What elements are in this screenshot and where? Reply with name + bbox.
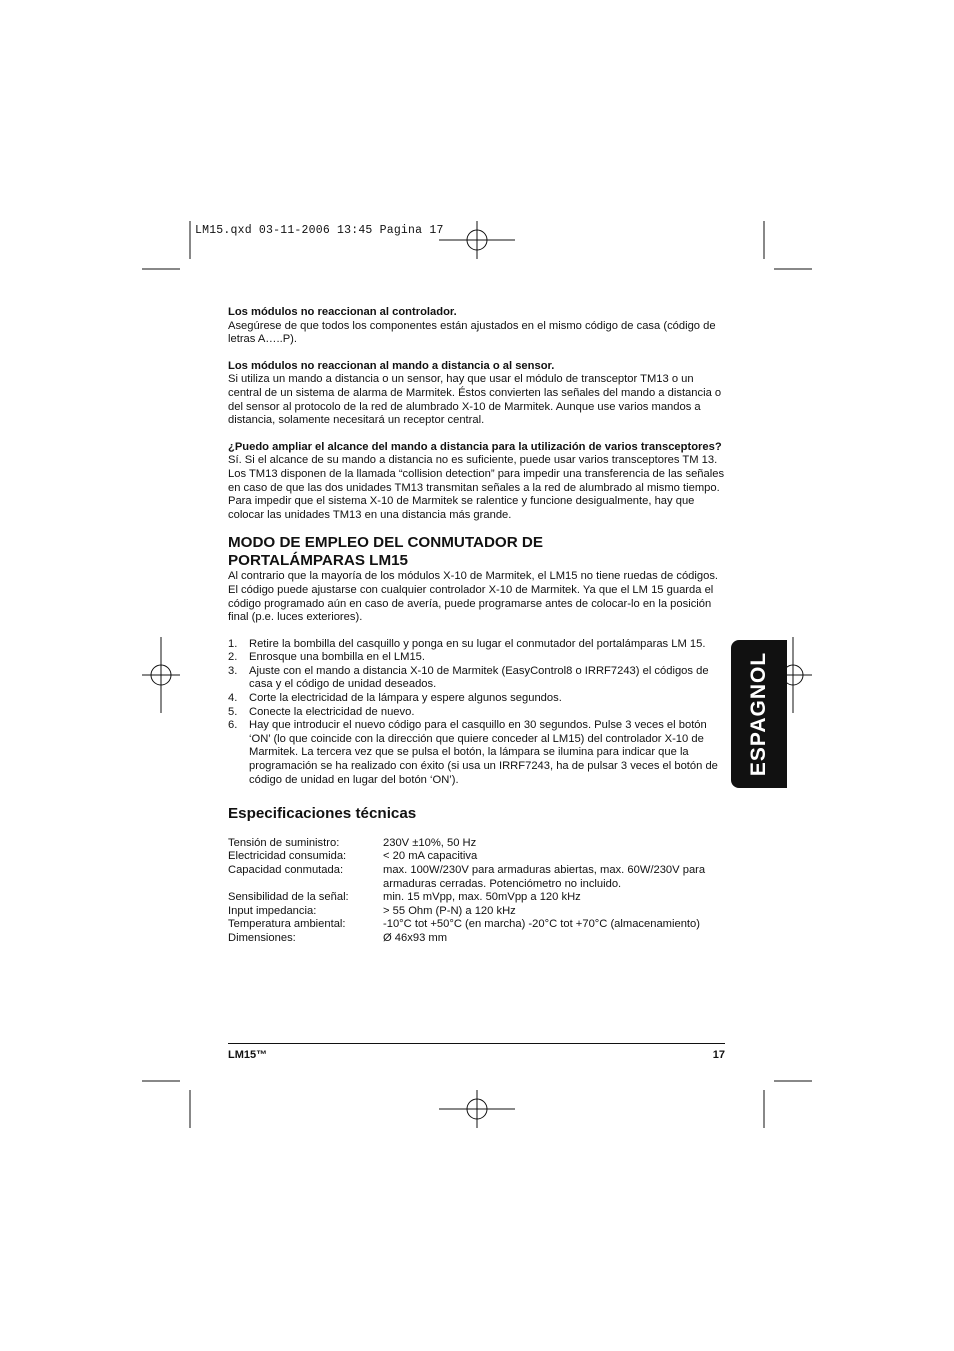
step-number: 3.: [228, 664, 238, 677]
spec-label: Dimensiones:: [228, 931, 296, 944]
page-content: [228, 306, 725, 946]
step-text: Ajuste con el mando a distancia X-10 de Marmitek (EasyControl8 o IRRF7243) el códigos de casa y el código de unidad deseados.: [249, 664, 709, 691]
language-tab: [731, 640, 787, 788]
step-number: 4.: [228, 692, 238, 705]
steps-list: [228, 638, 725, 788]
step-number: 6.: [228, 719, 238, 732]
page-number: 17: [712, 1049, 725, 1061]
language-tab-label: ESPAGNOL: [747, 651, 770, 777]
faq-answer: Asegúrese de que todos los componentes están ajustados en el mismo código de casa (código de letras A…..P).: [228, 319, 716, 346]
step-text: Corte la electricidad de la lámpara y espere algunos segundos.: [249, 692, 562, 705]
faq-item: [228, 306, 725, 347]
spec-value: max. 100W/230V para armaduras abiertas, max. 60W/230V para armaduras cerradas. Potenciómetro no incluido.: [383, 864, 706, 890]
spec-value: -10°C tot +50°C (en marcha) -20°C tot +70°C (almacenamiento): [383, 918, 700, 931]
step-item: [228, 692, 725, 706]
faq-answer: Si utiliza un mando a distancia o un sensor, hay que usar el módulo de transceptor TM13 o un central de un sistema de alarma de Marmitek. Éstos convierten las señales del mando a distancia o del sensor al protocolo de la red de alumbrado X-10 de Marmitek. Aunque use varios mandos a distancia, solamente necesitará un receptor central.: [228, 373, 722, 427]
table-row: [228, 864, 725, 891]
spec-value: Ø 46x93 mm: [383, 931, 448, 944]
faq-question: Los módulos no reaccionan al mando a distancia o al sensor.: [228, 359, 555, 372]
faq-question: ¿Puedo ampliar el alcance del mando a distancia para la utilización de varios transceptores?: [228, 440, 722, 453]
spec-label: Temperatura ambiental:: [228, 918, 346, 931]
step-item: [228, 706, 725, 720]
spec-label: Sensibilidad de la señal:: [228, 891, 349, 904]
table-row: [228, 891, 725, 905]
spec-label: Tensión de suministro:: [228, 836, 340, 849]
step-number: 5.: [228, 705, 238, 718]
step-item: [228, 719, 725, 787]
mode-intro: Al contrario que la mayoría de los módulos X-10 de Marmitek, el LM15 no tiene ruedas de códigos. El código puede ajustarse con cualquier controlador X-10 de Marmitek. Ya que el LM 15 guarda el código programado aún en caso de avería, puede programarse antes de colocar-lo en la posición final (p.e. luces exteriores).: [228, 570, 719, 624]
section-heading-specs: Especificaciones técnicas: [228, 805, 417, 823]
file-slug: LM15.qxd 03-11-2006 13:45 Pagina 17: [195, 224, 444, 237]
spec-value: 230V ±10%, 50 Hz: [383, 836, 477, 849]
spec-label: Input impedancia:: [228, 904, 317, 917]
step-text: Retire la bombilla del casquillo y ponga en su lugar el conmutador del portalámparas LM 15.: [249, 637, 706, 650]
step-item: [228, 665, 725, 692]
step-text: Hay que introducir el nuevo código para el casquillo en 30 segundos. Pulse 3 veces el botón ‘ON’ (lo que coincide con la dirección que quiere conceder al LM15) del controlador X-10 de Marmitek. La tercera vez que se pulsa el botón, la lámpara se ilumina para indicar que la programación se ha realizado con éxito (si usa un IRRF7243, ha de pulsar 3 veces el botón de código de unidad en lugar del botón ‘ON’).: [249, 719, 718, 786]
faq-answer: Sí. Si el alcance de su mando a distancia no es suficiente, puede usar varios transceptores TM 13. Los TM13 disponen de la llamada “collision detection” para impedir una transferencia de las señales en caso de que las dos unidades TM13 transmitan señales a la red de alumbrado al mismo tiempo. Para impedir que el sistema X-10 de Marmitek se ralentice y funcione desigualmente, hay que colocar las unidades TM13 en una distancia más grande.: [228, 454, 725, 521]
spec-value: < 20 mA capacitiva: [383, 850, 478, 863]
footer-product: LM15™: [228, 1049, 268, 1061]
step-item: [228, 651, 725, 665]
faq-item: [228, 441, 725, 523]
table-row: [228, 905, 725, 919]
footer-divider: [228, 1043, 725, 1044]
step-text: Conecte la electricidad de nuevo.: [249, 705, 415, 718]
table-row: [228, 918, 725, 932]
step-item: [228, 638, 725, 652]
section-heading-line: MODO DE EMPLEO DEL CONMUTADOR DE: [228, 534, 544, 552]
faq-question: Los módulos no reaccionan al controlador.: [228, 306, 457, 318]
step-number: 1.: [228, 637, 238, 650]
spec-label: Capacidad conmutada:: [228, 864, 344, 876]
step-text: Enrosque una bombilla en el LM15.: [249, 651, 426, 664]
section-heading-mode: [228, 534, 725, 570]
spec-value: min. 15 mVpp, max. 50mVpp a 120 kHz: [383, 891, 581, 904]
section-heading-line: PORTALÁMPARAS LM15: [228, 552, 409, 570]
step-number: 2.: [228, 651, 238, 664]
table-row: [228, 932, 725, 946]
spec-value: > 55 Ohm (P-N) a 120 kHz: [383, 904, 516, 917]
table-row: [228, 837, 725, 851]
spec-label: Electricidad consumida:: [228, 850, 347, 863]
specs-table: [228, 837, 725, 946]
faq-item: [228, 360, 725, 428]
table-row: [228, 850, 725, 864]
